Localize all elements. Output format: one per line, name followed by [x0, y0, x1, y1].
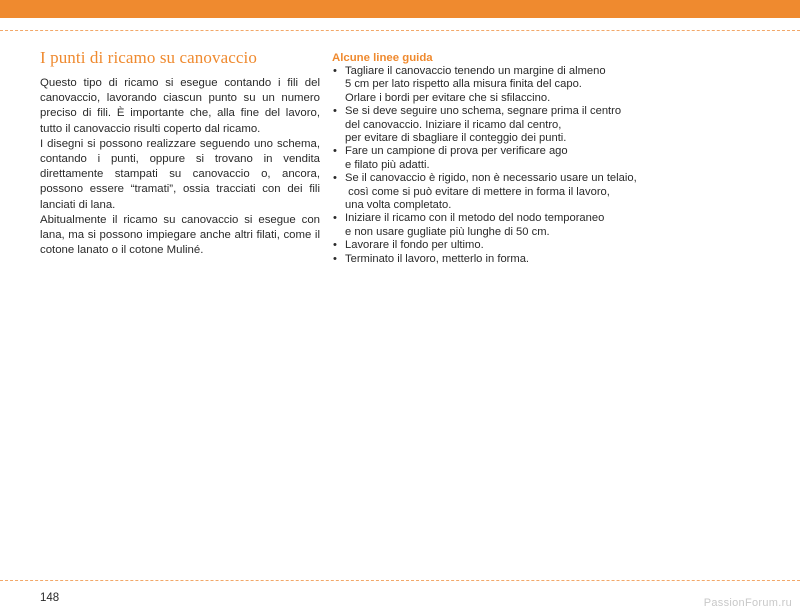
- guideline-line: Terminato il lavoro, metterlo in forma.: [345, 252, 530, 265]
- guideline-line: Se il canovaccio è rigido, non è necessario usare un telaio,: [345, 172, 637, 185]
- top-accent-bar: [0, 0, 800, 18]
- guideline-line: così come si può evitare di mettere in forma il lavoro,: [345, 185, 610, 198]
- guideline-line: Iniziare il ricamo con il metodo del nodo temporaneo: [345, 212, 605, 225]
- guideline-item: [332, 212, 622, 239]
- guideline-item: [332, 105, 622, 145]
- guideline-line: e non usare gugliate più lunghe di 50 cm.: [345, 225, 550, 238]
- guideline-item: [332, 145, 622, 172]
- guideline-line: del canovaccio. Iniziare il ricamo dal centro,: [345, 118, 562, 131]
- guideline-line: Tagliare il canovaccio tenendo un margine di almeno: [345, 65, 606, 77]
- guideline-item: [332, 253, 622, 266]
- guideline-item: [332, 172, 637, 212]
- bullet-icon: •: [333, 252, 337, 265]
- guideline-line: Fare un campione di prova per verificare ago: [345, 145, 568, 158]
- bullet-icon: •: [333, 65, 337, 77]
- bullet-icon: •: [333, 105, 337, 118]
- bullet-icon: •: [333, 239, 337, 252]
- designs-paragraph: I disegni si possono realizzare seguendo uno schema, contando i punti, oppure si trovano in vendita direttamente stampati su canovaccio o, ancora, possono essere “tramati”, ossia tracciati con dei fili lanciati di lana.: [40, 137, 320, 211]
- guideline-line: 5 cm per lato rispetto alla misura finita del capo.: [345, 78, 582, 91]
- page-number: 148: [40, 592, 60, 604]
- main-text-column: [40, 48, 320, 258]
- guidelines-title: Alcune linee guida: [332, 52, 433, 64]
- guideline-line: per evitare di sbagliare il conteggio dei punti.: [345, 132, 567, 145]
- guideline-line: e filato più adatti.: [345, 158, 430, 171]
- site-watermark: PassionForum.ru: [703, 597, 792, 609]
- bottom-dashed-divider: [0, 580, 800, 581]
- intro-paragraph: Questo tipo di ricamo si esegue contando i fili del canovaccio, lavorando ciascun punto su un numero preciso di fili. È importante che, alla fine del lavoro, tutto il canovaccio risulti coperto dal ricamo.: [40, 77, 320, 135]
- guideline-line: Se si deve seguire uno schema, segnare prima il centro: [345, 105, 622, 118]
- guideline-item: [332, 239, 622, 252]
- guidelines-list: [332, 65, 637, 266]
- guideline-item: [332, 65, 622, 105]
- bullet-icon: •: [333, 145, 337, 158]
- guideline-line: Orlare i bordi per evitare che si sfilaccino.: [345, 91, 551, 104]
- bullet-icon: •: [333, 172, 337, 185]
- materials-paragraph: Abitualmente il ricamo su canovaccio si esegue con lana, ma si possono impiegare anche altri filati, come il cotone lanato o il cotone Muliné.: [40, 213, 320, 257]
- bullet-icon: •: [333, 212, 337, 225]
- guidelines-box: [332, 52, 637, 266]
- guideline-line: Lavorare il fondo per ultimo.: [345, 239, 484, 252]
- top-dashed-divider: [0, 30, 800, 31]
- page-title: I punti di ricamo su canovaccio: [40, 48, 257, 67]
- guideline-line: una volta completato.: [345, 199, 452, 212]
